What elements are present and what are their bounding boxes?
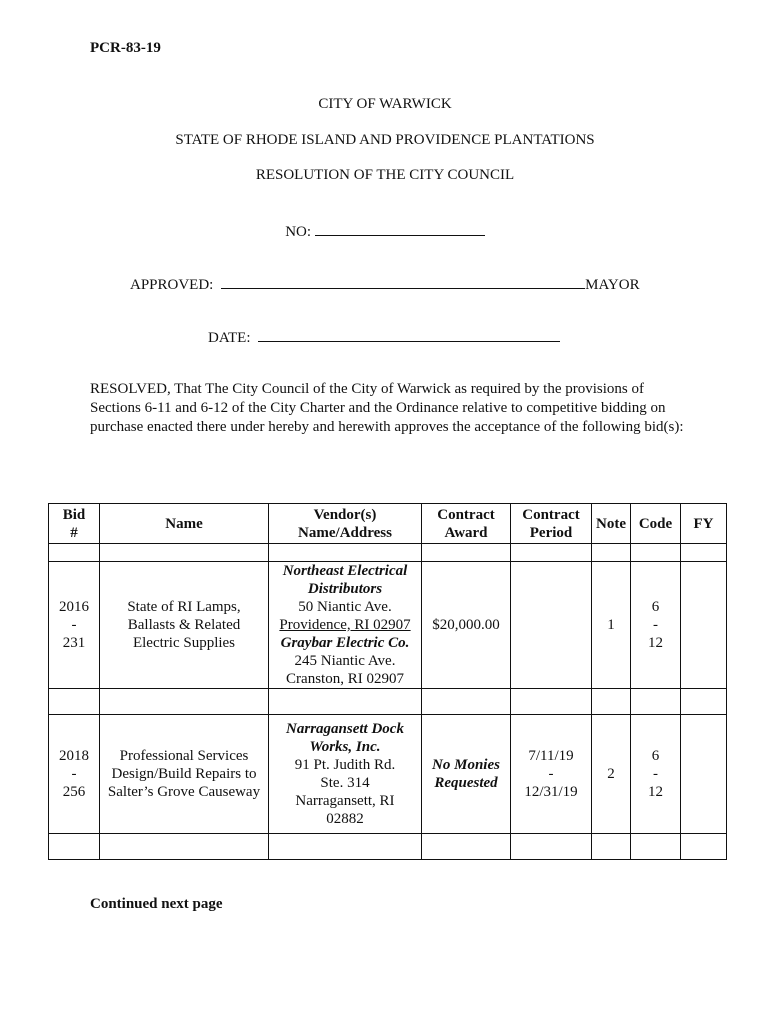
header-award: Contract Award: [422, 504, 511, 544]
no-line: [315, 221, 485, 236]
no-label: NO:: [285, 224, 312, 240]
header-note: Note: [592, 504, 631, 544]
table-header-row: [49, 504, 727, 544]
continued-note: Continued next page: [90, 896, 223, 912]
spacer-row: [49, 689, 727, 715]
period-cell: 7/11/19 - 12/31/19: [511, 715, 592, 834]
bids-table: [48, 503, 727, 860]
approved-line: [221, 274, 585, 289]
vendor-cell: Narragansett Dock Works, Inc. 91 Pt. Judith Rd. Ste. 314 Narragansett, RI 02882: [269, 715, 422, 834]
fy-cell: [681, 562, 727, 689]
no-field: [0, 221, 770, 241]
vendor-cell: Northeast Electrical Distributors 50 Niantic Ave. Providence, RI 02907 Graybar Electric Co. 245 Niantic Ave. Cranston, RI 02907: [269, 562, 422, 689]
date-field: [208, 327, 560, 347]
note-cell: 2: [592, 715, 631, 834]
header-vendor: Vendor(s) Name/Address: [269, 504, 422, 544]
header-bid: Bid #: [49, 504, 100, 544]
bid-cell: 2018 - 256: [49, 715, 100, 834]
fy-cell: [681, 715, 727, 834]
code-cell: 6 - 12: [631, 715, 681, 834]
table-row: [49, 715, 727, 834]
date-label: DATE:: [208, 330, 251, 346]
header-code: Code: [631, 504, 681, 544]
header-period: Contract Period: [511, 504, 592, 544]
approved-field: [130, 274, 640, 294]
spacer-row: [49, 834, 727, 860]
mayor-label: MAYOR: [585, 277, 640, 293]
header-city: CITY OF WARWICK: [318, 96, 452, 112]
name-cell: Professional Services Design/Build Repairs to Salter’s Grove Causeway: [100, 715, 269, 834]
table-row: [49, 562, 727, 689]
award-cell: No Monies Requested: [422, 715, 511, 834]
header-resolution: RESOLUTION OF THE CITY COUNCIL: [255, 167, 515, 183]
spacer-row: [49, 544, 727, 562]
note-cell: 1: [592, 562, 631, 689]
header-fy: FY: [681, 504, 727, 544]
period-cell: [511, 562, 592, 689]
resolution-text: RESOLVED, That The City Council of the City of Warwick as required by the provisions of Sections 6-11 and 6-12 of the City Charter and the Ordinance relative to competitive bidding on purchase enacted there under hereby and herewith approves the acceptance of the following bid(s):: [90, 381, 684, 435]
code-cell: 6 - 12: [631, 562, 681, 689]
bid-cell: 2016 - 231: [49, 562, 100, 689]
header-state: STATE OF RHODE ISLAND AND PROVIDENCE PLANTATIONS: [175, 132, 595, 148]
approved-label: APPROVED:: [130, 277, 214, 293]
award-cell: $20,000.00: [422, 562, 511, 689]
document-id: PCR-83-19: [90, 40, 161, 56]
header-name: Name: [100, 504, 269, 544]
name-cell: State of RI Lamps, Ballasts & Related Electric Supplies: [100, 562, 269, 689]
date-line: [258, 327, 560, 342]
